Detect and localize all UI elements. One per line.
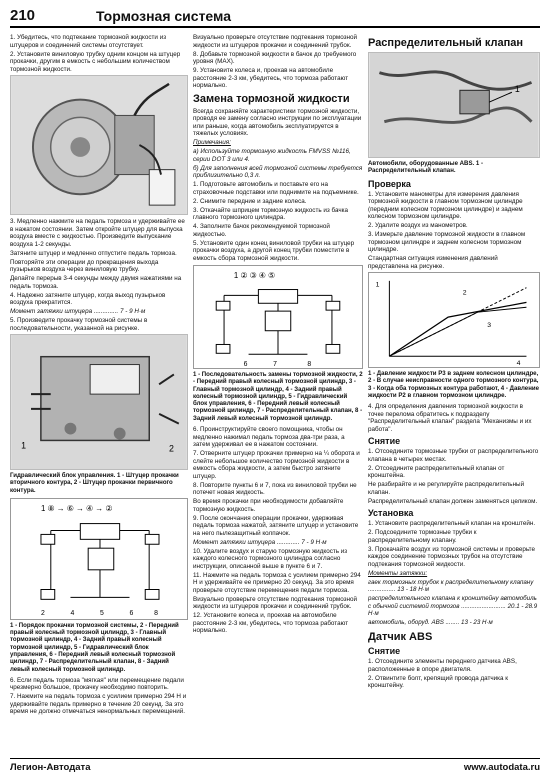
paragraph: Визуально проверьте отсутствие подтекания тормозной жидкости из штуцеров прокачки и соединений трубок. <box>193 595 358 611</box>
paragraph: 3. Медленно нажмите на педаль тормоза и удерживайте ее в нажатом состоянии. Затем откройте штуцер для выпуска воздуха вместе с жидкостью. Произведите выпускание воздуха 1-2 секунды. <box>10 218 185 248</box>
fluid-sequence-text: 1 ② ③ ④ ⑤ <box>233 270 275 280</box>
svg-text:1: 1 <box>514 84 520 95</box>
paragraph: 4. Для определения давления тормозной жидкости в точке перелома обратитесь к подразделу "Распределительный клапан" раздела "Механизмы и их работа". <box>368 403 532 433</box>
bleed-order-diagram <box>10 498 188 620</box>
fluid-replace-schematic <box>194 266 362 368</box>
paragraph: 2. Снимите передние и задние колеса. <box>193 197 307 205</box>
graph-label-3: 3 <box>487 321 492 329</box>
column-right <box>368 34 540 754</box>
paragraph: 4. Заполните бачок рекомендуемой тормозной жидкостью. <box>193 223 330 238</box>
paragraph: Затяните штуцер и медленно отпустите педаль тормоза. <box>10 249 177 257</box>
svg-text:8: 8 <box>154 609 158 617</box>
note: а) Используйте тормозную жидкость FMVSS №116, серии DOT 3 или 4. <box>193 148 351 163</box>
paragraph: 11. Нажмите на педаль тормоза с усилием примерно 294 Н и удерживайте ее примерно 20 секунд. За это время проверьте отсутствие перемещения педали тормоза. <box>193 571 361 594</box>
paragraph: 10. Удалите воздух и старую тормозную жидкость из каждого колесного тормозного цилиндра согласно инструкции, описанной выше в пункте 6 и 7. <box>193 547 348 570</box>
section-heading-abs: Датчик ABS <box>368 631 433 644</box>
page-header <box>10 6 540 28</box>
svg-text:7: 7 <box>273 361 277 368</box>
paragraph: 6. Если педаль тормоза "мягкая" или перемещение педали чрезмерно большое, прокачку необходимо повторить. <box>10 676 184 692</box>
figure-caption: 1 - Порядок прокачки тормозной системы, 2 - Передний правый колесный тормозной цилиндр, 3 - Главный тормозной цилиндр, 4 - Задний правый колесный тормозной цилиндр, 5 - Гидравлический блок управления, 6 - Передний левый колесный тормозной цилиндр, 7 - Распределительный клапан, 8 - Задний левый колесный тормозной цилиндр. <box>10 621 179 673</box>
paragraph: 7. Отверните штуцер прокачки примерно на ¼ оборота и слейте небольшое количество тормозной жидкости в емкость сбора жидкости, а затем быстро затяните штуцер. <box>193 450 360 480</box>
bleed-order-schematic <box>11 499 187 619</box>
paragraph: 2. Отсоедините распределительный клапан от кронштейна. <box>368 464 505 480</box>
svg-text:4: 4 <box>70 609 75 617</box>
paragraph: Визуально проверьте отсутствие подтекания тормозной жидкости из штуцеров прокачки и соединений трубок. <box>193 34 358 49</box>
torque-spec: распределительного клапана к кронштейну автомобиль с обычной системой тормозов .......................... 20.1 - 28.9 Н·м <box>368 595 538 617</box>
hydraulic-unit-photo <box>10 334 188 470</box>
paragraph: 7. Нажмите на педаль тормоза с усилием примерно 294 Н и удерживайте педаль примерно в течение 20 секунд. За это время не должно отмечаться ненормальных перемещений. <box>10 693 187 716</box>
svg-text:5: 5 <box>99 609 104 617</box>
paragraph: 6. Проинструктируйте своего помощника, чтобы он медленно нажимал педаль тормоза два-три раза, а затем удерживал ее в нажатом состоянии. <box>193 426 345 449</box>
graph-label-4: 4 <box>516 360 521 368</box>
paragraph: 1. Установите распределительный клапан на кронштейн. <box>368 520 536 528</box>
paragraph: 3. Измерьте давление тормозной жидкости в главном тормозном цилиндре и заднем колесном тормозном цилиндре. <box>368 231 526 254</box>
notes-heading: Примечания: <box>193 139 231 146</box>
paragraph: Не разбирайте и не регулируйте распределительный клапан. <box>368 481 525 496</box>
paragraph: Делайте перерыв 3-4 секунды между двумя нажатиями на педаль тормоза. <box>10 275 182 290</box>
paragraph: 3. Прокачайте воздух из тормозной системы и проверьте каждое соединение тормозных трубок на отсутствие подтекания тормозной жидкости. <box>368 545 535 568</box>
svg-text:1: 1 <box>21 440 27 451</box>
svg-text:8: 8 <box>307 361 312 368</box>
paragraph: 1. Установите манометры для измерения давления тормозной жидкости в главном тормозном цилиндре (передним колесном тормозном цилиндре) и заднем колесном тормозном цилиндре. <box>368 190 523 221</box>
paragraph: 9. Установите колеса и, проехав на автомобиле расстояние 2-3 км, убедитесь, что тормоза работают нормально. <box>193 67 349 89</box>
figure-caption: Гидравлический блок управления. 1 - Штуцер прокачки вторичного контура, 2 - Штуцер прокачки первичного контура. <box>10 472 179 494</box>
paragraph: 1. Отсоедините тормозные трубки от распределительного клапана в четырех местах. <box>368 448 539 463</box>
paragraph: 5. Установите один конец виниловой трубки на штуцер прокачки воздуха, а другой конец трубки поместите в емкость сбора тормозной жидкости. <box>193 239 355 262</box>
column-middle <box>193 34 363 754</box>
paragraph: 3. Откачайте шприцем тормозную жидкость из бачка главного тормозного цилиндра. <box>193 206 349 221</box>
paragraph: Во время прокачки при необходимости добавляйте тормозную жидкость. <box>193 498 344 513</box>
valve-illustration <box>369 53 539 157</box>
paragraph: 1. Отсоедините элементы переднего датчика ABS, расположенные в опоре двигателя. <box>368 658 517 673</box>
fluid-replace-diagram <box>193 265 363 369</box>
torque-spec: автомобиль, оборуд. ABS ........ 13 - 23 Н·м <box>368 618 493 626</box>
svg-text:2: 2 <box>168 443 174 454</box>
paragraph: 12. Установите колеса и, проехав на автомобиле расстояние 2-3 км, убедитесь, что тормоза работают нормально. <box>193 612 349 635</box>
paragraph: 1. Убедитесь, что подтекание тормозной жидкости из штуцеров и соединений системы отсутствует. <box>10 34 167 49</box>
svg-text:2: 2 <box>40 609 45 617</box>
paragraph: 4. Надежно затяните штуцер, когда выход пузырьков воздуха прекратится. <box>10 291 166 306</box>
paragraph: Повторяйте эти операции до прекращения выхода пузырьков воздуха через виниловую трубку. <box>10 258 159 273</box>
page-footer <box>10 758 540 774</box>
bleeding-illustration <box>11 76 187 214</box>
page-number: 210 <box>10 7 36 24</box>
section-heading-fluid-replace: Замена тормозной жидкости <box>193 92 350 105</box>
figure-caption: 1 - Последовательность замены тормозной жидкости, 2 - Передний правый колесный тормозной цилиндр, 3 - Главный тормозной цилиндр, 4 - Задний правый колесный тормозной цилиндр, 5 - Гидравлический блок управления, 6 - Передний левый колесный тормозной цилиндр, 7 - Распределительный клапан, 8 - Задний левый колесный тормозной цилиндр. <box>193 371 363 422</box>
page-title: Тормозная система <box>96 8 231 24</box>
paragraph: 8. Повторите пункты 6 и 7, пока из виниловой трубки не потечет новая жидкость. <box>193 481 357 497</box>
paragraph: 2. Отвинтите болт, крепящий провода датчика к кронштейну. <box>368 674 509 690</box>
column-left <box>10 34 188 754</box>
section-heading-valve: Распределительный клапан <box>368 37 524 49</box>
torque-spec: Момент затяжки штуцера ............. 7 - 9 Н·м <box>193 538 327 546</box>
publisher-url[interactable]: www.autodata.ru <box>463 762 540 773</box>
publisher-name: Легион-Автодата <box>10 762 91 773</box>
paragraph: 1. Подготовьте автомобиль и поставьте его на страховочные подставки или поднимите на подъемнике. <box>193 181 359 196</box>
bleeding-photo <box>10 75 188 215</box>
section-heading-remove: Снятие <box>368 436 401 447</box>
paragraph: Всегда сохраняйте характеристики тормозной жидкости, проводя ее замену согласно инструкции по эксплуатации или раньше, когда автомобиль эксплуатируется в тяжелых условиях. <box>193 107 362 137</box>
pressure-curve <box>369 273 539 367</box>
figure-caption: 1 - Давление жидкости P3 в заднем колесном цилиндре, 2 - В случае неисправности одного тормозного контура, 3 - Когда оба тормозных контура работают, 4 - Давление жидкости P2 в главном тормозном цилиндре. <box>368 370 540 399</box>
section-heading-install: Установка <box>368 508 414 519</box>
valve-photo <box>368 52 540 158</box>
note: б) Для заполнения всей тормозной системы требуется приблизительно 0,3 л. <box>193 164 363 179</box>
graph-label-2: 2 <box>462 289 467 297</box>
pressure-graph <box>368 272 540 368</box>
paragraph: 2. Удалите воздух из манометров. <box>368 222 468 230</box>
torque-spec: Момент затяжки штуцера .............. 7 - 9 Н·м <box>10 308 146 315</box>
bleed-sequence-text: 1 ⑧ → ⑥ → ④ → ② <box>40 503 113 513</box>
torque-heading: Моменты затяжки: <box>368 569 428 577</box>
svg-text:6: 6 <box>129 609 134 617</box>
paragraph: Распределительный клапан должен заменяться целиком. <box>368 497 538 505</box>
paragraph: 2. Подсоедините тормозные трубки к распределительному клапану. <box>368 529 477 544</box>
torque-spec: гаек тормозных трубок к распределительному клапану ................ 13 - 18 Н·м <box>368 578 534 594</box>
figure-caption: Автомобили, оборудованные ABS. 1 - Распределительный клапан. <box>368 160 484 175</box>
hydraulic-unit-illustration <box>11 335 187 469</box>
section-heading-check: Проверка <box>368 178 411 189</box>
graph-label-1: 1 <box>375 281 380 289</box>
paragraph: 5. Произведите прокачку тормозной системы в последовательности, указанной на рисунке. <box>10 317 148 332</box>
paragraph: 9. После окончания операции прокачки, удерживая педаль тормоза нажатой, затяните штуцер и установите на него пылезащитный колпачок. <box>193 514 359 537</box>
paragraph: 2. Установите виниловую трубку одним концом на штуцер прокачки, другим в емкость с небольшим количеством тормозной жидкости. <box>10 50 181 73</box>
paragraph: Стандартная ситуация изменения давлений представлена на рисунке. <box>368 255 498 270</box>
section-heading-abs-remove: Снятие <box>368 646 401 657</box>
paragraph: 8. Добавьте тормозной жидкости в бачок до требуемого уровня (MAX). <box>193 50 357 65</box>
svg-text:6: 6 <box>243 361 248 368</box>
